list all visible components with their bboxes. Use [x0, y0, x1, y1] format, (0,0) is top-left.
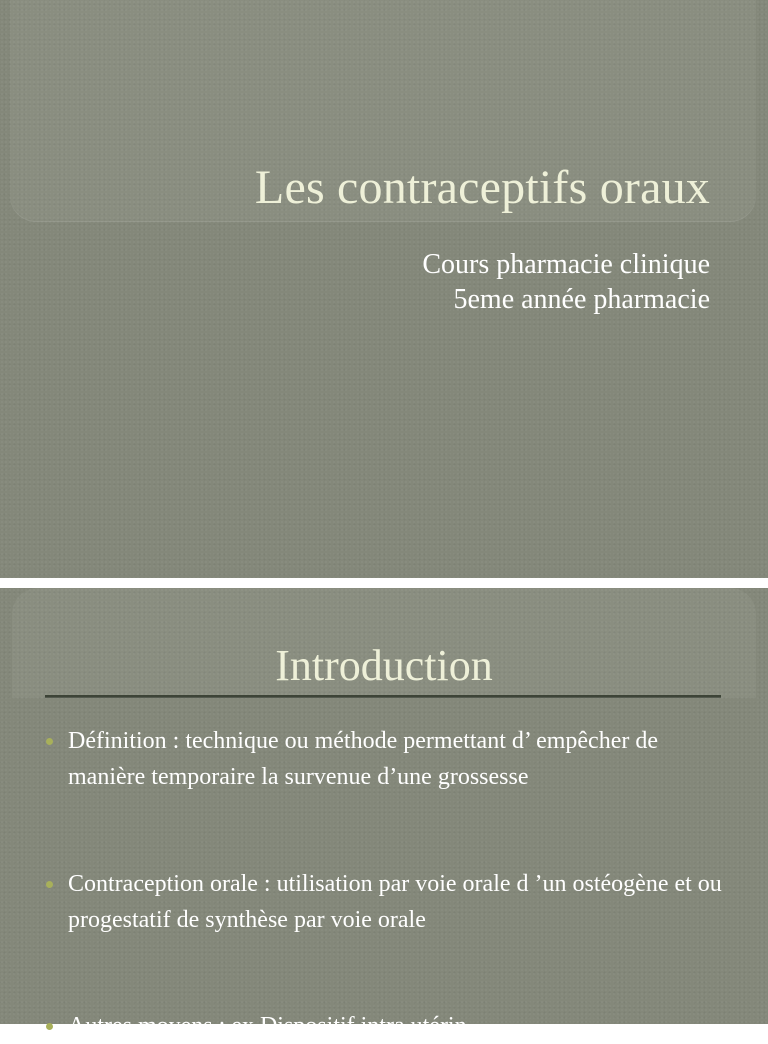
slide-subtitle	[422, 247, 710, 317]
slide-title: Les contraceptifs oraux	[254, 161, 710, 214]
subtitle-line-course: Cours pharmacie clinique	[422, 249, 710, 280]
bullet-text: Autres moyens : ex Dispositif intra utérin	[68, 1013, 467, 1039]
bullet-dot-icon	[46, 881, 53, 888]
bullet-text: Définition : technique ou méthode permettant d’ empêcher de manière temporaire la survenue d’une grossesse	[68, 728, 659, 790]
bullet-item-definition	[46, 723, 726, 795]
title-underline	[45, 695, 721, 698]
bullet-dot-icon	[46, 738, 53, 745]
subtitle-line-year: 5eme année pharmacie	[453, 284, 710, 315]
bullet-item-other-means	[46, 1008, 726, 1044]
bullet-text: Contraception orale : utilisation par voie orale d ’un ostéogène et ou progestatif de synthèse par voie orale	[68, 871, 722, 933]
introduction-slide	[0, 588, 768, 1039]
section-title: Introduction	[275, 641, 493, 690]
bullet-item-oral-contraception	[46, 866, 726, 938]
bullet-dot-icon	[46, 1023, 53, 1030]
